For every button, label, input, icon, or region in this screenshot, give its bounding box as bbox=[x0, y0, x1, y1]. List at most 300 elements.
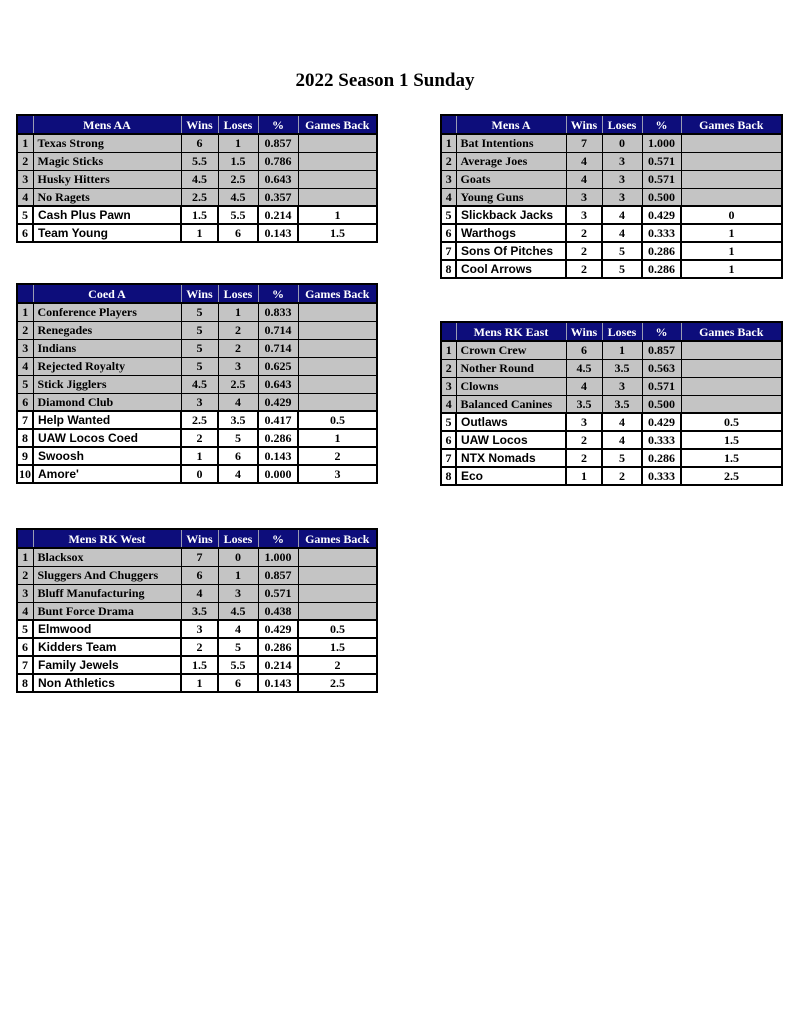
loses-cell: 4 bbox=[218, 620, 258, 638]
wins-cell: 4.5 bbox=[181, 375, 218, 393]
team-row bbox=[441, 377, 782, 395]
loses-cell: 3 bbox=[602, 377, 642, 395]
loses-cell: 2 bbox=[602, 467, 642, 485]
team-name-cell: Kidders Team bbox=[33, 638, 181, 656]
team-row bbox=[17, 357, 377, 375]
pct-cell: 0.286 bbox=[642, 449, 681, 467]
rank-cell: 1 bbox=[441, 134, 456, 152]
rank-cell: 2 bbox=[441, 359, 456, 377]
games-back-cell: 2 bbox=[298, 656, 377, 674]
pct-header: % bbox=[642, 115, 681, 134]
standings-table-mens-a bbox=[440, 114, 783, 279]
team-row bbox=[441, 152, 782, 170]
wins-cell: 1.5 bbox=[181, 656, 218, 674]
rank-cell: 3 bbox=[441, 377, 456, 395]
pct-cell: 0.571 bbox=[642, 170, 681, 188]
standings-table-mens-aa bbox=[16, 114, 378, 243]
wins-cell: 5 bbox=[181, 321, 218, 339]
pct-cell: 0.214 bbox=[258, 656, 298, 674]
pct-cell: 0.438 bbox=[258, 602, 298, 620]
pct-cell: 0.643 bbox=[258, 375, 298, 393]
pct-cell: 0.286 bbox=[642, 260, 681, 278]
loses-cell: 3 bbox=[218, 357, 258, 375]
rank-cell: 5 bbox=[17, 206, 33, 224]
loses-cell: 3 bbox=[602, 152, 642, 170]
team-row bbox=[441, 467, 782, 485]
games-back-header: Games Back bbox=[298, 529, 377, 548]
rank-cell: 4 bbox=[17, 357, 33, 375]
pct-cell: 0.714 bbox=[258, 321, 298, 339]
rank-cell: 6 bbox=[441, 224, 456, 242]
team-row bbox=[17, 465, 377, 483]
rank-header-cell bbox=[17, 284, 33, 303]
rank-header-cell bbox=[17, 529, 33, 548]
games-back-cell: 0.5 bbox=[681, 413, 782, 431]
team-name-cell: Average Joes bbox=[456, 152, 566, 170]
team-name-cell: Conference Players bbox=[33, 303, 181, 321]
loses-cell: 5 bbox=[602, 449, 642, 467]
rank-cell: 2 bbox=[17, 321, 33, 339]
rank-cell: 7 bbox=[441, 242, 456, 260]
team-row bbox=[441, 170, 782, 188]
team-name-cell: Bat Intentions bbox=[456, 134, 566, 152]
games-back-cell: 1 bbox=[298, 429, 377, 447]
team-name-cell: Renegades bbox=[33, 321, 181, 339]
games-back-cell bbox=[298, 152, 377, 170]
pct-cell: 0.563 bbox=[642, 359, 681, 377]
loses-cell: 4.5 bbox=[218, 602, 258, 620]
pct-cell: 0.143 bbox=[258, 224, 298, 242]
games-back-cell bbox=[298, 548, 377, 566]
loses-cell: 1 bbox=[218, 566, 258, 584]
loses-cell: 4 bbox=[218, 465, 258, 483]
games-back-cell bbox=[681, 359, 782, 377]
loses-cell: 3 bbox=[602, 188, 642, 206]
loses-cell: 1.5 bbox=[218, 152, 258, 170]
games-back-header: Games Back bbox=[681, 115, 782, 134]
games-back-header: Games Back bbox=[298, 284, 377, 303]
standings-table-mens-rk-east bbox=[440, 321, 783, 486]
team-name-cell: Young Guns bbox=[456, 188, 566, 206]
table-header-row bbox=[17, 284, 377, 303]
games-back-cell: 1 bbox=[681, 224, 782, 242]
pct-cell: 0.429 bbox=[642, 206, 681, 224]
team-row bbox=[441, 242, 782, 260]
team-name-cell: Cool Arrows bbox=[456, 260, 566, 278]
loses-cell: 3.5 bbox=[602, 359, 642, 377]
team-name-cell: Sons Of Pitches bbox=[456, 242, 566, 260]
rank-header-cell bbox=[17, 115, 33, 134]
loses-cell: 5 bbox=[602, 260, 642, 278]
rank-cell: 5 bbox=[441, 206, 456, 224]
pct-cell: 1.000 bbox=[642, 134, 681, 152]
table-header-row bbox=[17, 529, 377, 548]
pct-cell: 0.857 bbox=[258, 566, 298, 584]
standings-table-mens-rk-west bbox=[16, 528, 378, 693]
team-row bbox=[17, 188, 377, 206]
pct-cell: 0.143 bbox=[258, 674, 298, 692]
loses-cell: 2 bbox=[218, 321, 258, 339]
standings-table-coed-a bbox=[16, 283, 378, 484]
table-header-row bbox=[441, 322, 782, 341]
wins-cell: 6 bbox=[181, 134, 218, 152]
team-row bbox=[17, 411, 377, 429]
wins-cell: 3 bbox=[181, 620, 218, 638]
team-row bbox=[17, 375, 377, 393]
pct-cell: 0.500 bbox=[642, 188, 681, 206]
team-name-cell: NTX Nomads bbox=[456, 449, 566, 467]
division-title: Coed A bbox=[33, 284, 181, 303]
pct-cell: 1.000 bbox=[258, 548, 298, 566]
wins-cell: 3 bbox=[566, 413, 602, 431]
pct-header: % bbox=[258, 529, 298, 548]
team-name-cell: Balanced Canines bbox=[456, 395, 566, 413]
games-back-cell bbox=[298, 170, 377, 188]
pct-cell: 0.857 bbox=[642, 341, 681, 359]
wins-cell: 2 bbox=[181, 429, 218, 447]
rank-cell: 2 bbox=[17, 566, 33, 584]
team-row bbox=[17, 566, 377, 584]
loses-cell: 2.5 bbox=[218, 170, 258, 188]
loses-header: Loses bbox=[218, 115, 258, 134]
pct-cell: 0.429 bbox=[258, 393, 298, 411]
pct-cell: 0.429 bbox=[642, 413, 681, 431]
team-row bbox=[17, 548, 377, 566]
team-name-cell: Cash Plus Pawn bbox=[33, 206, 181, 224]
games-back-cell bbox=[681, 341, 782, 359]
games-back-cell bbox=[681, 188, 782, 206]
wins-cell: 4 bbox=[566, 152, 602, 170]
rank-cell: 8 bbox=[17, 429, 33, 447]
wins-cell: 2 bbox=[566, 449, 602, 467]
team-row bbox=[441, 359, 782, 377]
rank-cell: 6 bbox=[17, 638, 33, 656]
loses-cell: 4 bbox=[218, 393, 258, 411]
team-row bbox=[441, 224, 782, 242]
pct-cell: 0.417 bbox=[258, 411, 298, 429]
loses-cell: 4.5 bbox=[218, 188, 258, 206]
loses-cell: 5 bbox=[218, 638, 258, 656]
team-name-cell: Goats bbox=[456, 170, 566, 188]
pct-cell: 0.625 bbox=[258, 357, 298, 375]
team-row bbox=[441, 188, 782, 206]
team-row bbox=[441, 134, 782, 152]
team-row bbox=[17, 447, 377, 465]
loses-cell: 4 bbox=[602, 413, 642, 431]
team-name-cell: Diamond Club bbox=[33, 393, 181, 411]
rank-cell: 3 bbox=[17, 584, 33, 602]
wins-cell: 4 bbox=[181, 584, 218, 602]
games-back-cell: 2.5 bbox=[298, 674, 377, 692]
rank-cell: 4 bbox=[17, 602, 33, 620]
pct-cell: 0.000 bbox=[258, 465, 298, 483]
rank-cell: 8 bbox=[441, 260, 456, 278]
games-back-cell bbox=[298, 321, 377, 339]
pct-cell: 0.286 bbox=[258, 429, 298, 447]
rank-header-cell bbox=[441, 322, 456, 341]
team-name-cell: Texas Strong bbox=[33, 134, 181, 152]
games-back-cell bbox=[298, 375, 377, 393]
team-row bbox=[17, 134, 377, 152]
games-back-cell bbox=[298, 303, 377, 321]
team-name-cell: Non Athletics bbox=[33, 674, 181, 692]
rank-cell: 6 bbox=[17, 393, 33, 411]
games-back-cell: 2 bbox=[298, 447, 377, 465]
rank-cell: 4 bbox=[17, 188, 33, 206]
pct-cell: 0.214 bbox=[258, 206, 298, 224]
games-back-cell bbox=[298, 339, 377, 357]
rank-cell: 8 bbox=[441, 467, 456, 485]
wins-cell: 1 bbox=[181, 447, 218, 465]
team-name-cell: Warthogs bbox=[456, 224, 566, 242]
games-back-cell: 1.5 bbox=[298, 638, 377, 656]
pct-cell: 0.429 bbox=[258, 620, 298, 638]
team-name-cell: Team Young bbox=[33, 224, 181, 242]
wins-cell: 4.5 bbox=[566, 359, 602, 377]
rank-cell: 5 bbox=[17, 375, 33, 393]
games-back-cell bbox=[681, 377, 782, 395]
pct-cell: 0.333 bbox=[642, 467, 681, 485]
loses-cell: 3 bbox=[602, 170, 642, 188]
wins-cell: 5.5 bbox=[181, 152, 218, 170]
rank-cell: 6 bbox=[17, 224, 33, 242]
loses-cell: 4 bbox=[602, 431, 642, 449]
loses-cell: 1 bbox=[218, 134, 258, 152]
pct-cell: 0.571 bbox=[642, 152, 681, 170]
loses-cell: 3.5 bbox=[218, 411, 258, 429]
wins-cell: 4 bbox=[566, 170, 602, 188]
rank-header-cell bbox=[441, 115, 456, 134]
games-back-cell bbox=[681, 170, 782, 188]
team-row bbox=[441, 206, 782, 224]
pct-cell: 0.571 bbox=[258, 584, 298, 602]
pct-cell: 0.714 bbox=[258, 339, 298, 357]
loses-cell: 1 bbox=[602, 341, 642, 359]
rank-cell: 5 bbox=[17, 620, 33, 638]
team-row bbox=[17, 321, 377, 339]
games-back-cell: 0 bbox=[681, 206, 782, 224]
division-title: Mens AA bbox=[33, 115, 181, 134]
team-name-cell: Family Jewels bbox=[33, 656, 181, 674]
team-name-cell: Eco bbox=[456, 467, 566, 485]
games-back-cell: 1.5 bbox=[681, 449, 782, 467]
team-row bbox=[17, 152, 377, 170]
team-row bbox=[17, 224, 377, 242]
wins-cell: 2 bbox=[566, 431, 602, 449]
rank-cell: 3 bbox=[17, 339, 33, 357]
wins-cell: 5 bbox=[181, 303, 218, 321]
team-name-cell: Help Wanted bbox=[33, 411, 181, 429]
rank-cell: 1 bbox=[441, 341, 456, 359]
rank-cell: 7 bbox=[17, 411, 33, 429]
table-header-row bbox=[17, 115, 377, 134]
wins-header: Wins bbox=[181, 115, 218, 134]
games-back-cell bbox=[298, 393, 377, 411]
rank-cell: 10 bbox=[19, 467, 31, 481]
team-name-cell: Bunt Force Drama bbox=[33, 602, 181, 620]
games-back-header: Games Back bbox=[298, 115, 377, 134]
team-name-cell: Rejected Royalty bbox=[33, 357, 181, 375]
team-name-cell: Magic Sticks bbox=[33, 152, 181, 170]
games-back-cell bbox=[298, 602, 377, 620]
wins-cell: 1 bbox=[181, 224, 218, 242]
team-row bbox=[441, 260, 782, 278]
wins-cell: 4 bbox=[566, 377, 602, 395]
loses-cell: 6 bbox=[218, 447, 258, 465]
wins-cell: 1 bbox=[566, 467, 602, 485]
wins-header: Wins bbox=[181, 529, 218, 548]
loses-header: Loses bbox=[218, 284, 258, 303]
wins-header: Wins bbox=[566, 115, 602, 134]
pct-cell: 0.286 bbox=[642, 242, 681, 260]
team-row bbox=[17, 429, 377, 447]
team-row bbox=[441, 413, 782, 431]
team-row bbox=[17, 393, 377, 411]
team-row bbox=[17, 638, 377, 656]
loses-cell: 5.5 bbox=[218, 656, 258, 674]
games-back-cell bbox=[298, 134, 377, 152]
rank-cell: 7 bbox=[17, 656, 33, 674]
team-row bbox=[441, 395, 782, 413]
team-row bbox=[17, 620, 377, 638]
wins-cell: 2 bbox=[181, 638, 218, 656]
games-back-cell: 1 bbox=[681, 260, 782, 278]
team-name-cell: Blacksox bbox=[33, 548, 181, 566]
games-back-cell bbox=[681, 134, 782, 152]
loses-cell: 0 bbox=[602, 134, 642, 152]
wins-cell: 2.5 bbox=[181, 411, 218, 429]
rank-cell: 2 bbox=[17, 152, 33, 170]
team-row bbox=[17, 584, 377, 602]
wins-cell: 5 bbox=[181, 357, 218, 375]
division-title: Mens RK West bbox=[33, 529, 181, 548]
team-name-cell: UAW Locos Coed bbox=[33, 429, 181, 447]
team-name-cell: Outlaws bbox=[456, 413, 566, 431]
wins-cell: 3 bbox=[566, 188, 602, 206]
pct-cell: 0.333 bbox=[642, 224, 681, 242]
table-header-row bbox=[441, 115, 782, 134]
loses-cell: 6 bbox=[218, 224, 258, 242]
rank-cell: 1 bbox=[17, 134, 33, 152]
rank-cell: 7 bbox=[441, 449, 456, 467]
wins-cell: 3.5 bbox=[181, 602, 218, 620]
games-back-cell: 1.5 bbox=[298, 224, 377, 242]
pct-cell: 0.786 bbox=[258, 152, 298, 170]
team-name-cell: Crown Crew bbox=[456, 341, 566, 359]
pct-cell: 0.143 bbox=[258, 447, 298, 465]
wins-cell: 7 bbox=[566, 134, 602, 152]
pct-cell: 0.286 bbox=[258, 638, 298, 656]
team-name-cell: UAW Locos bbox=[456, 431, 566, 449]
pct-header: % bbox=[642, 322, 681, 341]
games-back-cell bbox=[681, 395, 782, 413]
loses-cell: 5.5 bbox=[218, 206, 258, 224]
rank-cell: 2 bbox=[441, 152, 456, 170]
team-row bbox=[17, 206, 377, 224]
loses-cell: 2.5 bbox=[218, 375, 258, 393]
team-name-cell: Slickback Jacks bbox=[456, 206, 566, 224]
team-row bbox=[17, 674, 377, 692]
rank-cell: 3 bbox=[17, 170, 33, 188]
wins-cell: 0 bbox=[181, 465, 218, 483]
games-back-cell: 2.5 bbox=[681, 467, 782, 485]
loses-cell: 2 bbox=[218, 339, 258, 357]
wins-cell: 6 bbox=[566, 341, 602, 359]
games-back-header: Games Back bbox=[681, 322, 782, 341]
wins-cell: 2 bbox=[566, 260, 602, 278]
wins-header: Wins bbox=[566, 322, 602, 341]
loses-header: Loses bbox=[602, 115, 642, 134]
loses-cell: 3 bbox=[218, 584, 258, 602]
rank-cell: 4 bbox=[441, 188, 456, 206]
loses-cell: 4 bbox=[602, 224, 642, 242]
team-row bbox=[17, 602, 377, 620]
games-back-cell: 1 bbox=[298, 206, 377, 224]
loses-cell: 5 bbox=[602, 242, 642, 260]
games-back-cell bbox=[298, 357, 377, 375]
loses-cell: 3.5 bbox=[602, 395, 642, 413]
team-name-cell: Amore' bbox=[33, 465, 181, 483]
pct-cell: 0.500 bbox=[642, 395, 681, 413]
pct-cell: 0.643 bbox=[258, 170, 298, 188]
team-row bbox=[17, 170, 377, 188]
rank-cell: 6 bbox=[441, 431, 456, 449]
team-row bbox=[17, 656, 377, 674]
team-name-cell: Indians bbox=[33, 339, 181, 357]
loses-cell: 4 bbox=[602, 206, 642, 224]
wins-cell: 2 bbox=[566, 224, 602, 242]
rank-cell: 8 bbox=[17, 674, 33, 692]
wins-cell: 1.5 bbox=[181, 206, 218, 224]
rank-cell: 1 bbox=[17, 303, 33, 321]
games-back-cell: 1.5 bbox=[681, 431, 782, 449]
games-back-cell bbox=[298, 188, 377, 206]
pct-header: % bbox=[258, 115, 298, 134]
loses-cell: 1 bbox=[218, 303, 258, 321]
loses-header: Loses bbox=[218, 529, 258, 548]
team-row bbox=[17, 303, 377, 321]
wins-cell: 4.5 bbox=[181, 170, 218, 188]
rank-cell: 5 bbox=[441, 413, 456, 431]
team-row bbox=[441, 341, 782, 359]
loses-cell: 6 bbox=[218, 674, 258, 692]
wins-cell: 1 bbox=[181, 674, 218, 692]
pct-cell: 0.571 bbox=[642, 377, 681, 395]
games-back-cell bbox=[681, 152, 782, 170]
team-name-cell: Bluff Manufacturing bbox=[33, 584, 181, 602]
loses-cell: 0 bbox=[218, 548, 258, 566]
wins-cell: 5 bbox=[181, 339, 218, 357]
pct-cell: 0.857 bbox=[258, 134, 298, 152]
team-name-cell: Swoosh bbox=[33, 447, 181, 465]
games-back-cell bbox=[298, 584, 377, 602]
rank-cell: 1 bbox=[17, 548, 33, 566]
games-back-cell bbox=[298, 566, 377, 584]
games-back-cell: 1 bbox=[681, 242, 782, 260]
wins-cell: 2.5 bbox=[181, 188, 218, 206]
division-title: Mens RK East bbox=[456, 322, 566, 341]
page-title: 2022 Season 1 Sunday bbox=[295, 70, 475, 91]
games-back-cell: 0.5 bbox=[298, 620, 377, 638]
games-back-cell: 0.5 bbox=[298, 411, 377, 429]
team-name-cell: Sluggers And Chuggers bbox=[33, 566, 181, 584]
pct-header: % bbox=[258, 284, 298, 303]
games-back-cell: 3 bbox=[298, 465, 377, 483]
team-name-cell: No Ragets bbox=[33, 188, 181, 206]
rank-cell: 9 bbox=[17, 447, 33, 465]
wins-header: Wins bbox=[181, 284, 218, 303]
rank-cell: 4 bbox=[441, 395, 456, 413]
